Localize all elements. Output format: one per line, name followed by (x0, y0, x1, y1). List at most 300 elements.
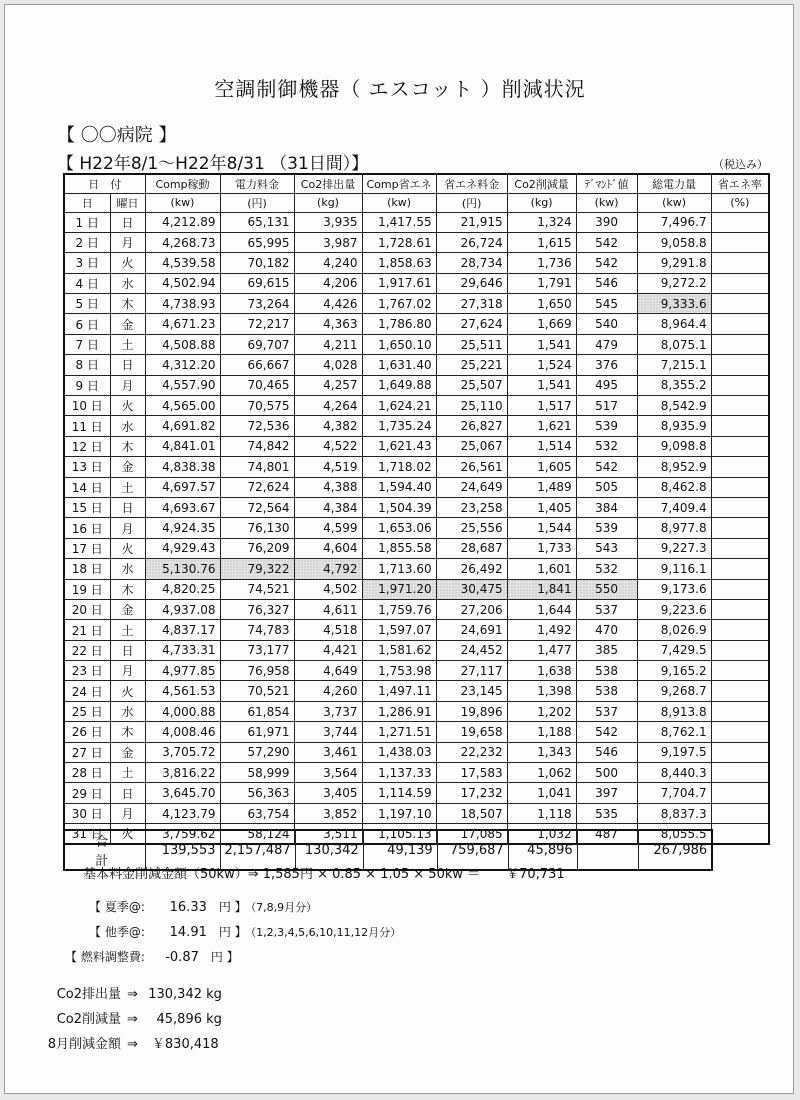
cell-fee: 70,182 (220, 253, 294, 273)
cell-co2-cut: 1,621 (507, 416, 576, 436)
cell-rate (711, 722, 769, 742)
cell-co2: 4,426 (294, 294, 362, 314)
cell-total: 9,272.2 (637, 273, 711, 293)
cell-co2-cut: 1,544 (507, 518, 576, 538)
cell-save-fee: 25,110 (436, 396, 507, 416)
cell-wd: 水 (110, 701, 145, 721)
cell-co2: 4,264 (294, 396, 362, 416)
cell-comp-save: 1,753.98 (362, 661, 436, 681)
cell-day: 9 日 (64, 375, 110, 395)
rate-label: 【 燃料調整費: (65, 950, 145, 964)
cell-demand: 384 (576, 497, 637, 517)
cell-co2-cut: 1,062 (507, 763, 576, 783)
cell-demand: 532 (576, 436, 637, 456)
cell-co2: 4,649 (294, 661, 362, 681)
cell-demand: 542 (576, 232, 637, 252)
cell-co2: 3,564 (294, 763, 362, 783)
cell-co2-cut: 1,638 (507, 661, 576, 681)
cell-fee: 73,177 (220, 640, 294, 660)
summary-co2-emission (5, 983, 222, 1002)
cell-demand: 540 (576, 314, 637, 334)
cell-rate (711, 681, 769, 701)
cell-co2: 3,461 (294, 742, 362, 762)
cell-day: 23 日 (64, 661, 110, 681)
cell-demand: 537 (576, 701, 637, 721)
header-fee: 電力料金 (220, 174, 294, 193)
cell-save-fee: 24,691 (436, 620, 507, 640)
cell-save-fee: 23,145 (436, 681, 507, 701)
cell-comp: 4,929.43 (145, 538, 220, 558)
table-row (64, 640, 769, 660)
cell-comp-save: 1,105.13 (362, 824, 436, 844)
cell-wd: 月 (110, 518, 145, 538)
cell-rate (711, 355, 769, 375)
unit-total: (kw) (637, 193, 711, 212)
table-row (64, 314, 769, 334)
cell-total: 9,165.2 (637, 661, 711, 681)
cell-rate (711, 253, 769, 273)
cell-co2: 4,792 (294, 559, 362, 579)
cell-day: 14 日 (64, 477, 110, 497)
cell-save-fee: 25,067 (436, 436, 507, 456)
cell-fee: 70,465 (220, 375, 294, 395)
cell-rate (711, 824, 769, 844)
cell-comp-save: 1,653.06 (362, 518, 436, 538)
cell-wd: 日 (110, 355, 145, 375)
cell-co2-cut: 1,405 (507, 497, 576, 517)
table-row (64, 681, 769, 701)
cell-day: 1 日 (64, 212, 110, 232)
table-row (64, 701, 769, 721)
cell-fee: 61,854 (220, 701, 294, 721)
cell-co2-cut: 1,791 (507, 273, 576, 293)
cell-co2-cut: 1,615 (507, 232, 576, 252)
cell-co2-cut: 1,541 (507, 334, 576, 354)
cell-co2-cut: 1,477 (507, 640, 576, 660)
rate-value: -0.87 (165, 950, 199, 965)
cell-total: 8,913.8 (637, 701, 711, 721)
cell-co2-cut: 1,650 (507, 294, 576, 314)
cell-day: 11 日 (64, 416, 110, 436)
table-row (64, 722, 769, 742)
cell-save-fee: 17,085 (436, 824, 507, 844)
cell-save-fee: 24,452 (436, 640, 507, 660)
table-body (64, 212, 769, 844)
cell-comp-save: 1,504.39 (362, 497, 436, 517)
cell-co2: 4,388 (294, 477, 362, 497)
cell-co2-cut: 1,514 (507, 436, 576, 456)
cell-co2-cut: 1,541 (507, 375, 576, 395)
cell-comp: 4,837.17 (145, 620, 220, 640)
table-row (64, 579, 769, 599)
cell-comp: 4,212.89 (145, 212, 220, 232)
cell-comp: 3,816.22 (145, 763, 220, 783)
cell-rate (711, 477, 769, 497)
cell-fee: 74,842 (220, 436, 294, 456)
cell-save-fee: 26,492 (436, 559, 507, 579)
cell-comp: 4,008.46 (145, 722, 220, 742)
unit-fee: (円) (220, 193, 294, 212)
table-row (64, 803, 769, 823)
cell-demand: 505 (576, 477, 637, 497)
cell-total: 8,977.8 (637, 518, 711, 538)
cell-co2: 4,502 (294, 579, 362, 599)
cell-co2: 4,382 (294, 416, 362, 436)
table-row (64, 497, 769, 517)
cell-total: 8,837.3 (637, 803, 711, 823)
cell-day: 28 日 (64, 763, 110, 783)
cell-comp-save: 1,438.03 (362, 742, 436, 762)
header-weekday: 曜日 (110, 193, 145, 212)
cell-total: 9,058.8 (637, 232, 711, 252)
cell-comp: 4,841.01 (145, 436, 220, 456)
cell-rate (711, 212, 769, 232)
header-co2: Co2排出量 (294, 174, 362, 193)
table-row (64, 253, 769, 273)
cell-comp-save: 1,497.11 (362, 681, 436, 701)
cell-co2-cut: 1,118 (507, 803, 576, 823)
cell-total: 7,704.7 (637, 783, 711, 803)
basic-fee-formula: 基本料金削減金額（50kw）⇒ 1,585円 × 0.85 × 1.05 × 50kw ＝ (83, 867, 481, 882)
cell-total: 7,429.5 (637, 640, 711, 660)
cell-demand: 538 (576, 681, 637, 701)
cell-comp-save: 1,858.63 (362, 253, 436, 273)
cell-demand: 543 (576, 538, 637, 558)
cell-comp: 4,838.38 (145, 457, 220, 477)
cell-comp: 4,820.25 (145, 579, 220, 599)
cell-day: 7 日 (64, 334, 110, 354)
table-row (64, 232, 769, 252)
cell-wd: 水 (110, 273, 145, 293)
header-save-fee: 省エネ料金 (436, 174, 507, 193)
table-row (64, 763, 769, 783)
cell-rate (711, 701, 769, 721)
unit-comp: (kw) (145, 193, 220, 212)
cell-rate (711, 803, 769, 823)
cell-co2: 4,611 (294, 599, 362, 619)
cell-total: 8,462.8 (637, 477, 711, 497)
cell-comp-save: 1,286.91 (362, 701, 436, 721)
cell-co2-cut: 1,733 (507, 538, 576, 558)
cell-wd: 木 (110, 722, 145, 742)
cell-save-fee: 25,221 (436, 355, 507, 375)
cell-total: 8,055.5 (637, 824, 711, 844)
arrow-icon: ⇒ (127, 1037, 138, 1052)
table-row (64, 518, 769, 538)
cell-day: 13 日 (64, 457, 110, 477)
cell-co2-cut: 1,489 (507, 477, 576, 497)
cell-save-fee: 25,507 (436, 375, 507, 395)
table-row (64, 661, 769, 681)
cell-demand: 546 (576, 742, 637, 762)
cell-save-fee: 18,507 (436, 803, 507, 823)
cell-save-fee: 27,318 (436, 294, 507, 314)
cell-fee: 72,536 (220, 416, 294, 436)
cell-fee: 79,322 (220, 559, 294, 579)
cell-demand: 517 (576, 396, 637, 416)
cell-rate (711, 620, 769, 640)
cell-day: 19 日 (64, 579, 110, 599)
table-row (64, 334, 769, 354)
cell-total: 8,355.2 (637, 375, 711, 395)
header-comp-save: Comp省エネ (362, 174, 436, 193)
table-row (64, 294, 769, 314)
basic-fee-amount: ￥70,731 (506, 867, 565, 882)
cell-co2: 4,240 (294, 253, 362, 273)
cell-co2-cut: 1,601 (507, 559, 576, 579)
rate-other (89, 923, 401, 940)
cell-co2-cut: 1,188 (507, 722, 576, 742)
cell-fee: 58,124 (220, 824, 294, 844)
unit-comp-save: (kw) (362, 193, 436, 212)
cell-fee: 61,971 (220, 722, 294, 742)
cell-comp-save: 1,621.43 (362, 436, 436, 456)
rate-summer (89, 898, 317, 915)
cell-fee: 74,801 (220, 457, 294, 477)
cell-comp: 4,693.67 (145, 497, 220, 517)
cell-demand: 397 (576, 783, 637, 803)
cell-co2: 4,519 (294, 457, 362, 477)
cell-comp-save: 1,631.40 (362, 355, 436, 375)
cell-co2: 3,935 (294, 212, 362, 232)
cell-wd: 木 (110, 294, 145, 314)
cell-rate (711, 538, 769, 558)
cell-wd: 火 (110, 253, 145, 273)
daily-data-table (63, 173, 770, 845)
cell-wd: 水 (110, 559, 145, 579)
table-row (64, 457, 769, 477)
summary-label: Co2排出量 (56, 987, 121, 1002)
cell-comp: 4,123.79 (145, 803, 220, 823)
cell-rate (711, 599, 769, 619)
cell-co2: 4,518 (294, 620, 362, 640)
rate-note: （7,8,9月分） (250, 901, 318, 914)
cell-co2-cut: 1,644 (507, 599, 576, 619)
arrow-icon: ⇒ (127, 987, 138, 1002)
cell-wd: 月 (110, 375, 145, 395)
table-row (64, 355, 769, 375)
cell-day: 4 日 (64, 273, 110, 293)
cell-co2: 3,511 (294, 824, 362, 844)
cell-demand: 470 (576, 620, 637, 640)
cell-comp-save: 1,728.61 (362, 232, 436, 252)
cell-comp: 4,733.31 (145, 640, 220, 660)
cell-demand: 535 (576, 803, 637, 823)
cell-fee: 76,130 (220, 518, 294, 538)
table-row (64, 396, 769, 416)
table-row (64, 212, 769, 232)
cell-wd: 木 (110, 579, 145, 599)
cell-co2-cut: 1,669 (507, 314, 576, 334)
cell-day: 25 日 (64, 701, 110, 721)
cell-co2: 4,211 (294, 334, 362, 354)
cell-co2-cut: 1,841 (507, 579, 576, 599)
cell-total: 9,173.6 (637, 579, 711, 599)
cell-rate (711, 783, 769, 803)
cell-demand: 532 (576, 559, 637, 579)
cell-wd: 月 (110, 803, 145, 823)
cell-fee: 74,783 (220, 620, 294, 640)
cell-wd: 日 (110, 640, 145, 660)
cell-day: 24 日 (64, 681, 110, 701)
cell-total: 9,333.6 (637, 294, 711, 314)
cell-save-fee: 28,734 (436, 253, 507, 273)
rate-unit: 円 】 (210, 950, 239, 964)
cell-save-fee: 27,624 (436, 314, 507, 334)
cell-save-fee: 24,649 (436, 477, 507, 497)
summary-monthly-saving (5, 1033, 236, 1052)
cell-save-fee: 26,827 (436, 416, 507, 436)
cell-save-fee: 17,232 (436, 783, 507, 803)
cell-demand: 487 (576, 824, 637, 844)
cell-co2-cut: 1,517 (507, 396, 576, 416)
total-co2-cut: 45,896 (508, 830, 577, 870)
cell-save-fee: 22,232 (436, 742, 507, 762)
cell-fee: 66,667 (220, 355, 294, 375)
table-row (64, 559, 769, 579)
cell-comp: 4,561.53 (145, 681, 220, 701)
cell-rate (711, 559, 769, 579)
cell-day: 8 日 (64, 355, 110, 375)
cell-comp: 4,937.08 (145, 599, 220, 619)
cell-total: 8,542.9 (637, 396, 711, 416)
cell-rate (711, 640, 769, 660)
cell-wd: 水 (110, 416, 145, 436)
cell-co2-cut: 1,032 (507, 824, 576, 844)
cell-fee: 72,217 (220, 314, 294, 334)
cell-fee: 76,958 (220, 661, 294, 681)
table-row (64, 273, 769, 293)
document-page (4, 4, 794, 1094)
rate-label: 【 夏季@: (89, 900, 145, 914)
cell-comp-save: 1,759.76 (362, 599, 436, 619)
cell-wd: 金 (110, 457, 145, 477)
hospital-name: 【 〇〇病院 】 (57, 125, 177, 146)
cell-day: 12 日 (64, 436, 110, 456)
cell-comp-save: 1,649.88 (362, 375, 436, 395)
cell-co2: 4,260 (294, 681, 362, 701)
table-row (64, 783, 769, 803)
cell-demand: 376 (576, 355, 637, 375)
cell-total: 8,762.1 (637, 722, 711, 742)
cell-save-fee: 23,258 (436, 497, 507, 517)
cell-comp-save: 1,624.21 (362, 396, 436, 416)
cell-comp: 3,759.62 (145, 824, 220, 844)
cell-rate (711, 334, 769, 354)
unit-co2-cut: (kg) (507, 193, 576, 212)
cell-wd: 火 (110, 681, 145, 701)
cell-rate (711, 763, 769, 783)
cell-save-fee: 21,915 (436, 212, 507, 232)
summary-label: 8月削減金額 (47, 1037, 121, 1052)
cell-fee: 69,615 (220, 273, 294, 293)
cell-rate (711, 661, 769, 681)
cell-fee: 72,624 (220, 477, 294, 497)
cell-co2-cut: 1,605 (507, 457, 576, 477)
cell-comp-save: 1,917.61 (362, 273, 436, 293)
cell-day: 30 日 (64, 803, 110, 823)
header-co2-cut: Co2削減量 (507, 174, 576, 193)
total-co2: 130,342 (295, 830, 363, 870)
cell-fee: 56,363 (220, 783, 294, 803)
cell-demand: 542 (576, 253, 637, 273)
cell-co2: 3,405 (294, 783, 362, 803)
rate-fuel (65, 948, 239, 965)
cell-wd: 土 (110, 477, 145, 497)
cell-comp: 4,924.35 (145, 518, 220, 538)
cell-demand: 538 (576, 661, 637, 681)
cell-save-fee: 27,117 (436, 661, 507, 681)
cell-day: 18 日 (64, 559, 110, 579)
cell-demand: 539 (576, 416, 637, 436)
cell-total: 8,952.9 (637, 457, 711, 477)
cell-day: 6 日 (64, 314, 110, 334)
cell-co2-cut: 1,492 (507, 620, 576, 640)
summary-value: 45,896 kg (156, 1012, 222, 1027)
cell-comp-save: 1,597.07 (362, 620, 436, 640)
cell-day: 22 日 (64, 640, 110, 660)
cell-comp: 4,268.73 (145, 232, 220, 252)
total-comp-save: 49,139 (363, 830, 437, 870)
rate-note: （1,2,3,4,5,6,10,11,12月分） (250, 926, 402, 939)
cell-total: 9,227.3 (637, 538, 711, 558)
cell-rate (711, 416, 769, 436)
cell-co2-cut: 1,736 (507, 253, 576, 273)
cell-comp-save: 1,197.10 (362, 803, 436, 823)
cell-wd: 日 (110, 783, 145, 803)
cell-total: 7,215.1 (637, 355, 711, 375)
cell-fee: 70,521 (220, 681, 294, 701)
cell-day: 2 日 (64, 232, 110, 252)
cell-day: 3 日 (64, 253, 110, 273)
cell-demand: 546 (576, 273, 637, 293)
cell-total: 8,026.9 (637, 620, 711, 640)
cell-comp-save: 1,735.24 (362, 416, 436, 436)
cell-rate (711, 436, 769, 456)
cell-day: 16 日 (64, 518, 110, 538)
cell-save-fee: 19,658 (436, 722, 507, 742)
cell-wd: 土 (110, 763, 145, 783)
cell-rate (711, 497, 769, 517)
cell-comp-save: 1,718.02 (362, 457, 436, 477)
cell-total: 8,440.3 (637, 763, 711, 783)
table-row (64, 538, 769, 558)
cell-demand: 542 (576, 457, 637, 477)
cell-total: 8,964.4 (637, 314, 711, 334)
table-row (64, 436, 769, 456)
cell-rate (711, 457, 769, 477)
table-row (64, 375, 769, 395)
summary-co2-reduction (5, 1008, 222, 1027)
cell-total: 9,268.7 (637, 681, 711, 701)
cell-comp-save: 1,713.60 (362, 559, 436, 579)
cell-fee: 57,290 (220, 742, 294, 762)
cell-total: 8,075.1 (637, 334, 711, 354)
cell-rate (711, 375, 769, 395)
cell-wd: 土 (110, 334, 145, 354)
cell-co2: 4,604 (294, 538, 362, 558)
cell-comp: 3,645.70 (145, 783, 220, 803)
cell-comp: 4,508.88 (145, 334, 220, 354)
cell-day: 10 日 (64, 396, 110, 416)
cell-comp: 4,738.93 (145, 294, 220, 314)
cell-comp: 4,557.90 (145, 375, 220, 395)
cell-save-fee: 17,583 (436, 763, 507, 783)
cell-wd: 月 (110, 232, 145, 252)
cell-co2: 4,384 (294, 497, 362, 517)
summary-value: 130,342 kg (148, 987, 222, 1002)
cell-comp: 4,502.94 (145, 273, 220, 293)
